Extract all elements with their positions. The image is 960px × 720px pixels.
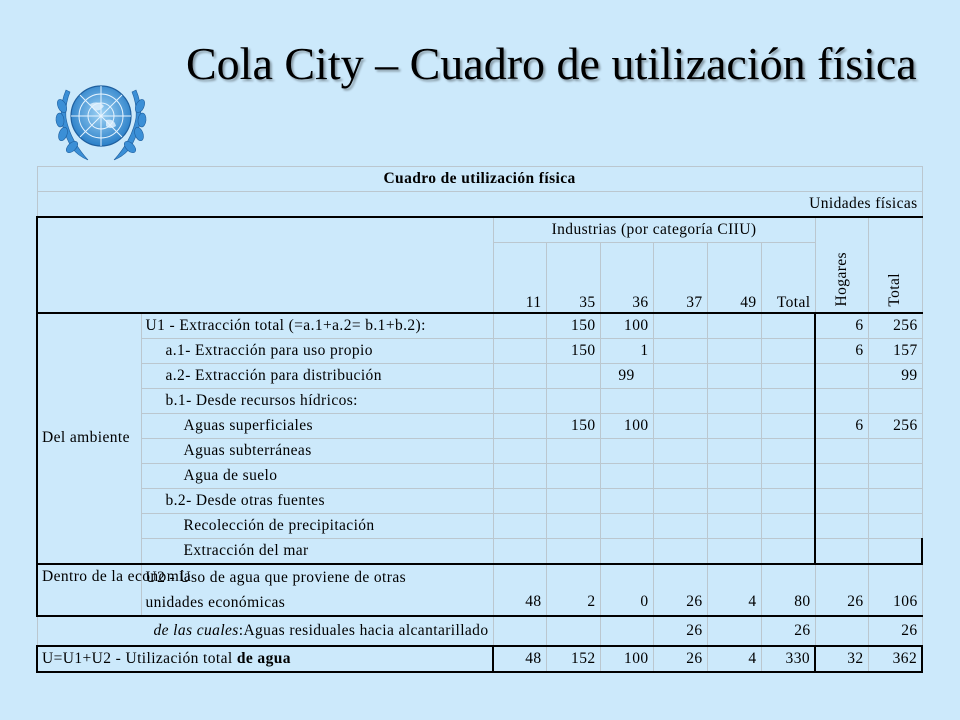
cell: 256 bbox=[868, 413, 922, 438]
cell: 26 bbox=[815, 564, 868, 616]
row-label-line2: unidades económicas bbox=[145, 593, 286, 611]
cell bbox=[493, 513, 546, 538]
cell bbox=[653, 488, 707, 513]
cell: 256 bbox=[868, 313, 922, 339]
cell: 150 bbox=[546, 313, 600, 339]
cell: 32 bbox=[815, 646, 868, 672]
cell bbox=[815, 463, 868, 488]
table-row bbox=[37, 488, 922, 513]
cell bbox=[707, 463, 761, 488]
cell bbox=[546, 616, 600, 646]
row-label: Agua de suelo bbox=[141, 463, 493, 488]
cell bbox=[815, 438, 868, 463]
cell bbox=[707, 488, 761, 513]
cell bbox=[868, 463, 922, 488]
cell: 6 bbox=[815, 413, 868, 438]
cell: 4 bbox=[707, 646, 761, 672]
cell bbox=[653, 438, 707, 463]
cell bbox=[707, 363, 761, 388]
cell bbox=[546, 463, 600, 488]
cell bbox=[815, 488, 868, 513]
cell bbox=[761, 463, 815, 488]
table-row bbox=[37, 438, 922, 463]
cell: 48 bbox=[493, 646, 546, 672]
col-header: Total bbox=[761, 243, 815, 313]
cell bbox=[707, 313, 761, 339]
cell bbox=[546, 538, 600, 564]
industries-header: Industrias (por categoría CIIU) bbox=[493, 217, 815, 243]
row-label: a.2- Extracción para distribución bbox=[141, 363, 493, 388]
cell bbox=[653, 463, 707, 488]
row-label-bold: de agua bbox=[236, 649, 291, 667]
cell bbox=[707, 616, 761, 646]
cell bbox=[546, 438, 600, 463]
table-row bbox=[37, 463, 922, 488]
cell bbox=[761, 488, 815, 513]
units-label: Unidades físicas bbox=[37, 192, 922, 218]
row-label: Aguas superficiales bbox=[141, 413, 493, 438]
cell bbox=[707, 388, 761, 413]
cell: 26 bbox=[653, 646, 707, 672]
cell bbox=[600, 616, 653, 646]
col-header: 49 bbox=[707, 243, 761, 313]
cell bbox=[600, 438, 653, 463]
cell bbox=[600, 538, 653, 564]
col-total-label: Total bbox=[886, 273, 904, 307]
cell bbox=[493, 413, 546, 438]
cell: 6 bbox=[815, 338, 868, 363]
table-row bbox=[37, 564, 922, 616]
cell: 100 bbox=[600, 646, 653, 672]
cell bbox=[493, 616, 546, 646]
cell: 26 bbox=[868, 616, 922, 646]
cell bbox=[493, 438, 546, 463]
table-caption: Cuadro de utilización física bbox=[37, 167, 922, 192]
col-header: 36 bbox=[600, 243, 653, 313]
un-emblem-icon bbox=[48, 70, 154, 166]
cell: 4 bbox=[707, 564, 761, 616]
slide-title: Cola City – Cuadro de utilización física bbox=[186, 38, 917, 89]
cell bbox=[546, 363, 600, 388]
physical-use-table bbox=[36, 166, 921, 693]
cell bbox=[546, 388, 600, 413]
cell bbox=[707, 438, 761, 463]
table-row bbox=[37, 363, 922, 388]
cell bbox=[868, 513, 922, 538]
dentro-economia-label: Dentro de la economía bbox=[37, 564, 141, 616]
cell bbox=[493, 538, 546, 564]
header-blank bbox=[37, 217, 493, 313]
col-header: 11 bbox=[493, 243, 546, 313]
cell bbox=[546, 488, 600, 513]
row-label-line1: U2 - Uso de agua que proviene de otras bbox=[145, 568, 407, 586]
cell: 100 bbox=[600, 413, 653, 438]
cell bbox=[600, 488, 653, 513]
cell bbox=[493, 463, 546, 488]
cell: 152 bbox=[546, 646, 600, 672]
cell bbox=[761, 313, 815, 339]
table-row bbox=[37, 413, 922, 438]
cell: 150 bbox=[546, 413, 600, 438]
cell bbox=[653, 338, 707, 363]
col-header: 35 bbox=[546, 243, 600, 313]
row-label: Aguas subterráneas bbox=[141, 438, 493, 463]
cell bbox=[653, 538, 707, 564]
cell: 150 bbox=[546, 338, 600, 363]
cell bbox=[868, 438, 922, 463]
cell bbox=[493, 338, 546, 363]
table-row-total bbox=[37, 646, 922, 672]
cell: 0 bbox=[600, 564, 653, 616]
cell: 26 bbox=[653, 564, 707, 616]
col-hogares-label: Hogares bbox=[832, 252, 850, 307]
cell bbox=[815, 616, 868, 646]
row-label: b.2- Desde otras fuentes bbox=[141, 488, 493, 513]
cell bbox=[868, 388, 922, 413]
cell bbox=[707, 338, 761, 363]
cell bbox=[868, 538, 922, 564]
cell: 48 bbox=[493, 564, 546, 616]
cell bbox=[600, 388, 653, 413]
cell bbox=[815, 363, 868, 388]
cell: 106 bbox=[868, 564, 922, 616]
cell bbox=[761, 538, 815, 564]
cell bbox=[600, 513, 653, 538]
cell: 362 bbox=[868, 646, 922, 672]
cell bbox=[653, 363, 707, 388]
row-label: Recolección de precipitación bbox=[141, 513, 493, 538]
cell bbox=[815, 388, 868, 413]
row-label: Extracción del mar bbox=[141, 538, 493, 564]
cell bbox=[493, 388, 546, 413]
table-row bbox=[37, 338, 922, 363]
cell bbox=[868, 488, 922, 513]
cell: 6 bbox=[815, 313, 868, 339]
cell bbox=[493, 313, 546, 339]
cell bbox=[653, 413, 707, 438]
col-total bbox=[868, 217, 922, 313]
row-label-alc bbox=[37, 616, 493, 646]
row-label: U1 - Extracción total (=a.1+a.2= b.1+b.2): bbox=[141, 313, 493, 339]
cell: 100 bbox=[600, 313, 653, 339]
cell: 2 bbox=[546, 564, 600, 616]
cell: 26 bbox=[653, 616, 707, 646]
row-label-plain: U=U1+U2 - Utilización total bbox=[42, 649, 237, 667]
cell: 80 bbox=[761, 564, 815, 616]
cell bbox=[761, 388, 815, 413]
table-row bbox=[37, 388, 922, 413]
row-label-rest: :Aguas residuales hacia alcantarillado bbox=[238, 621, 489, 639]
cell bbox=[653, 313, 707, 339]
cell bbox=[761, 338, 815, 363]
table-row bbox=[37, 513, 922, 538]
col-header: 37 bbox=[653, 243, 707, 313]
cell bbox=[761, 513, 815, 538]
cell bbox=[493, 488, 546, 513]
row-label-u2 bbox=[141, 564, 493, 616]
cell bbox=[815, 538, 868, 564]
row-label: a.1- Extracción para uso propio bbox=[141, 338, 493, 363]
cell: 26 bbox=[761, 616, 815, 646]
cell bbox=[653, 388, 707, 413]
cell bbox=[707, 513, 761, 538]
cell: 99 bbox=[600, 363, 653, 388]
row-label-italic: de las cuales bbox=[153, 621, 239, 639]
cell bbox=[761, 363, 815, 388]
cell bbox=[761, 438, 815, 463]
cell bbox=[546, 513, 600, 538]
cell: 1 bbox=[600, 338, 653, 363]
cell bbox=[761, 413, 815, 438]
cell bbox=[493, 363, 546, 388]
cell bbox=[653, 513, 707, 538]
cell bbox=[815, 513, 868, 538]
row-label: b.1- Desde recursos hídricos: bbox=[141, 388, 493, 413]
cell: 330 bbox=[761, 646, 815, 672]
cell bbox=[707, 538, 761, 564]
table-row bbox=[37, 313, 922, 339]
table-row bbox=[37, 538, 922, 564]
del-ambiente-label: Del ambiente bbox=[37, 313, 141, 564]
row-label-total bbox=[37, 646, 493, 672]
cell: 99 bbox=[868, 363, 922, 388]
cell bbox=[600, 463, 653, 488]
col-hogares bbox=[815, 217, 868, 313]
cell: 157 bbox=[868, 338, 922, 363]
cell bbox=[707, 413, 761, 438]
table-row bbox=[37, 616, 922, 646]
